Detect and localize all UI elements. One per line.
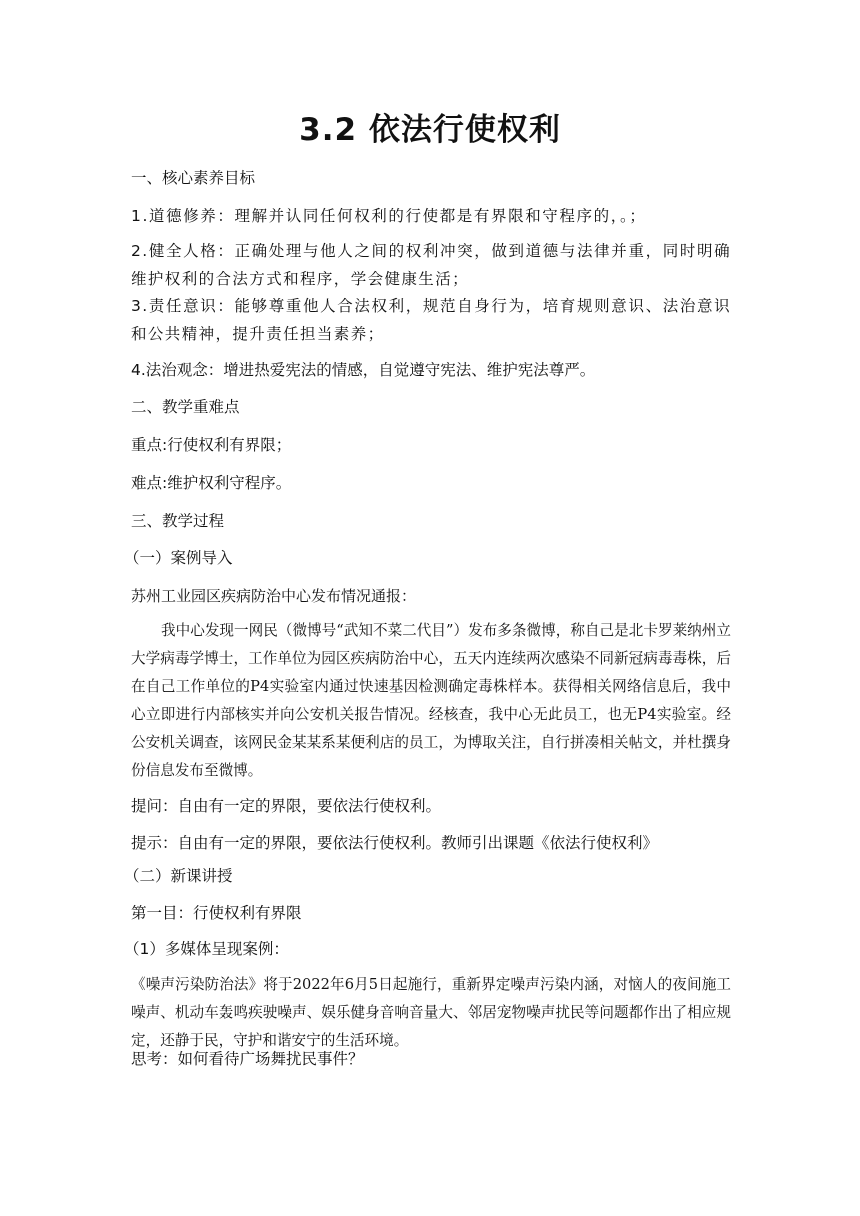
goal-3: 3.责任意识：能够尊重他人合法权利，规范自身行为，培育规则意识、法治意识和公共精神，提升责任担当素养； <box>131 297 731 343</box>
question: 提问：自由有一定的界限，要依法行使权利。 <box>131 797 442 815</box>
hint: 提示：自由有一定的界限，要依法行使权利。教师引出课题《依法行使权利》 <box>131 834 659 852</box>
difficult-point: 难点:维护权利守程序。 <box>131 474 292 492</box>
key-point: 重点:行使权利有界限； <box>131 436 292 454</box>
law-text: 《噪声污染防治法》将于2022年6月5日起施行，重新界定噪声污染内涵，对恼人的夜间施工噪声、机动车轰鸣疾驶噪声、娱乐健身音响音量大、邻居宠物噪声扰民等问题都作出了相应规定，还静于民，守护和谐安宁的生活环境。 <box>131 976 731 1049</box>
sub-heading-case-intro: （一）案例导入 <box>124 549 233 567</box>
media-case-heading: （1）多媒体呈现案例： <box>124 940 289 958</box>
page-title: 3.2 依法行使权利 <box>299 112 561 148</box>
section-heading-goals: 一、核心素养目标 <box>131 169 256 187</box>
goal-4: 4.法治观念：增进热爱宪法的情感，自觉遵守宪法、维护宪法尊严。 <box>131 361 596 379</box>
topic-1: 第一目：行使权利有界限 <box>131 904 302 922</box>
goal-1: 1.道德修养：理解并认同任何权利的行使都是有界限和守程序的，。； <box>131 207 647 225</box>
goal-2: 2.健全人格：正确处理与他人之间的权利冲突，做到道德与法律并重，同时明确维护权利的合法方式和程序，学会健康生活； <box>131 242 731 288</box>
sub-heading-new-lesson: （二）新课讲授 <box>124 867 233 885</box>
case-source: 苏州工业园区疾病防治中心发布情况通报： <box>131 587 417 605</box>
section-heading-process: 三、教学过程 <box>131 512 225 530</box>
think-question: 思考：如何看待广场舞扰民事件？ <box>131 1050 364 1068</box>
section-heading-key-points: 二、教学重难点 <box>131 398 240 416</box>
case-body: 我中心发现一网民（微博号“武知不菜二代目”）发布多条微博，称自己是北卡罗莱纳州立大学病毒学博士，工作单位为园区疾病防治中心，五天内连续两次感染不同新冠病毒毒株，后在自己工作单位的P4实验室内通过快速基因检测确定毒株样本。获得相关网络信息后，我中心立即进行内部核实并向公安机关报告情况。经核查，我中心无此员工，也无P4实验室。经公安机关调查，该网民金某某系某便利店的员工，为博取关注，自行拼凑相关帖文，并杜撰身份信息发布至微博。 <box>131 622 731 779</box>
